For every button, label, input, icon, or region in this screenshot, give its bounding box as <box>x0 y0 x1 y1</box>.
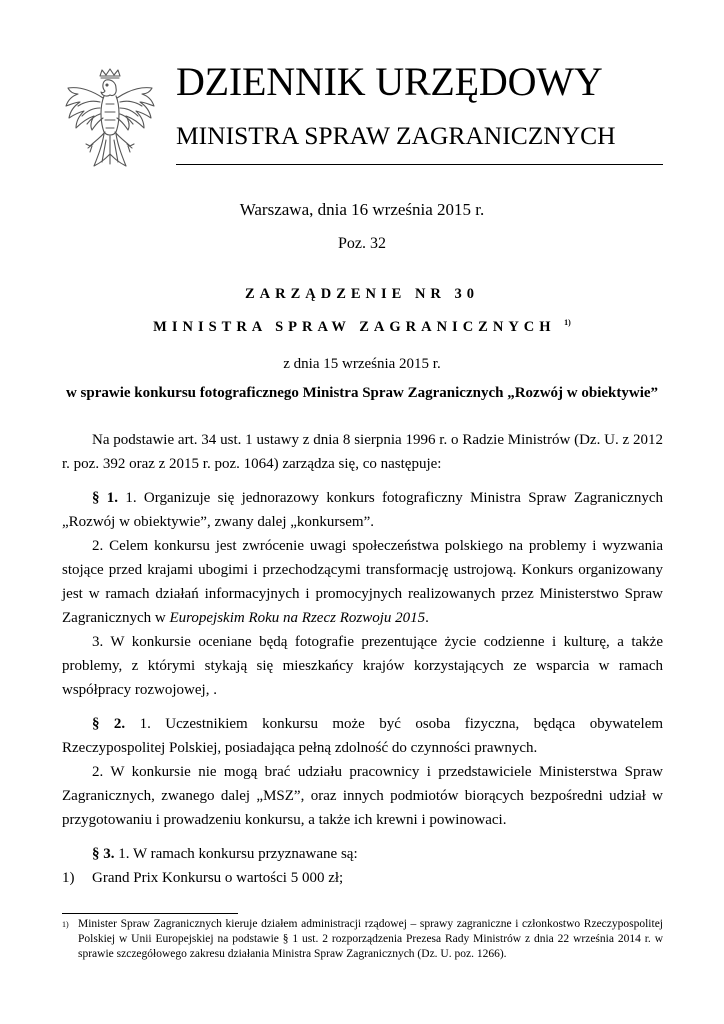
white-eagle-emblem-icon <box>60 66 160 172</box>
footnote-reference: 1) <box>564 318 571 327</box>
section-1-paragraph-2: 2. Celem konkursu jest zwrócenie uwagi społeczeństwa polskiego na problemy i wyzwania stojące przed krajami ubogimi i przechodzącymi transformację ustrojową. Konkurs organizowany jest w ramach działań informacyjnych i promocyjnych realizowanych przez Ministerstwo Spraw Zagranicznych w Europejskim Roku na Rzecz Rozwoju 2015. <box>62 538 663 626</box>
place-date: Warszawa, dnia 16 września 2015 r. <box>239 200 485 219</box>
section-1-paragraph-1: § 1. 1. Organizuje się jednorazowy konkurs fotograficzny Ministra Spraw Zagranicznych „Rozwój w obiektywie”, zwany dalej „konkursem”. <box>62 490 663 530</box>
list-item-number: 1) <box>62 870 75 886</box>
section-3-paragraph-1: § 3. 1. W ramach konkursu przyznawane są: <box>92 846 358 862</box>
section-1-paragraph-3: 3. W konkursie oceniane będą fotografie prezentujące życie codzienne i kulturę, a także problemy, z którymi stykają się mieszkańcy krajów korzystających ze wsparcia w ramach współpracy rozwojowej, . <box>62 634 663 698</box>
section-2-paragraph-2: 2. W konkursie nie mogą brać udziału pracownicy i przedstawiciele Ministerstwa Spraw Zagranicznych, zwanego dalej „MSZ”, oraz innych podmiotów biorących bezpośredni udział w przygotowaniu i prowadzeniu konkursu, a także ich krewni i powinowaci. <box>62 764 663 828</box>
order-issuer: MINISTRA SPRAW ZAGRANICZNYCH $^{1)}$ <box>153 318 571 335</box>
journal-subtitle: MINISTRA SPRAW ZAGRANICZNYCH <box>176 121 616 150</box>
header-divider <box>176 164 663 165</box>
order-subject: w sprawie konkursu fotograficznego Ministra Spraw Zagranicznych „Rozwój w obiektywie” <box>65 385 659 401</box>
preamble-paragraph: Na podstawie art. 34 ust. 1 ustawy z dnia 8 sierpnia 1996 r. o Radzie Ministrów (Dz. U. z 2012 r. poz. 392 oraz z 2015 r. poz. 1064) zarządza się, co następuje: <box>62 432 663 472</box>
footnote-text: Minister Spraw Zagranicznych kieruje działem administracji rządowej – sprawy zagraniczne i członkostwo Rzeczypospolitej Polskiej w Unii Europejskiej na podstawie § 1 ust. 2 rozporządzenia Prezesa Rady Ministrów z dnia 22 września 2014 r. w sprawie szczegółowego zakresu działania Ministra Spraw Zagranicznych (Dz. U. poz. 1266). <box>78 918 663 960</box>
footnote <box>62 917 663 962</box>
section-2-paragraph-1: § 2. 1. Uczestnikiem konkursu może być osoba fizyczna, będąca obywatelem Rzeczypospolitej Polskiej, posiadająca pełną zdolność do czynności prawnych. <box>62 716 664 756</box>
document-body <box>62 428 663 890</box>
footnote-mark: 1) <box>62 920 69 929</box>
journal-title: DZIENNIK URZĘDOWY <box>176 59 603 104</box>
position-number: Poz. 32 <box>338 235 386 252</box>
list-item: 1) Grand Prix Konkursu o wartości 5 000 zł; <box>62 866 663 890</box>
order-title: ZARZĄDZENIE NR 30 <box>244 286 480 302</box>
footnote-divider <box>62 913 238 914</box>
order-date: z dnia 15 września 2015 r. <box>283 356 441 372</box>
